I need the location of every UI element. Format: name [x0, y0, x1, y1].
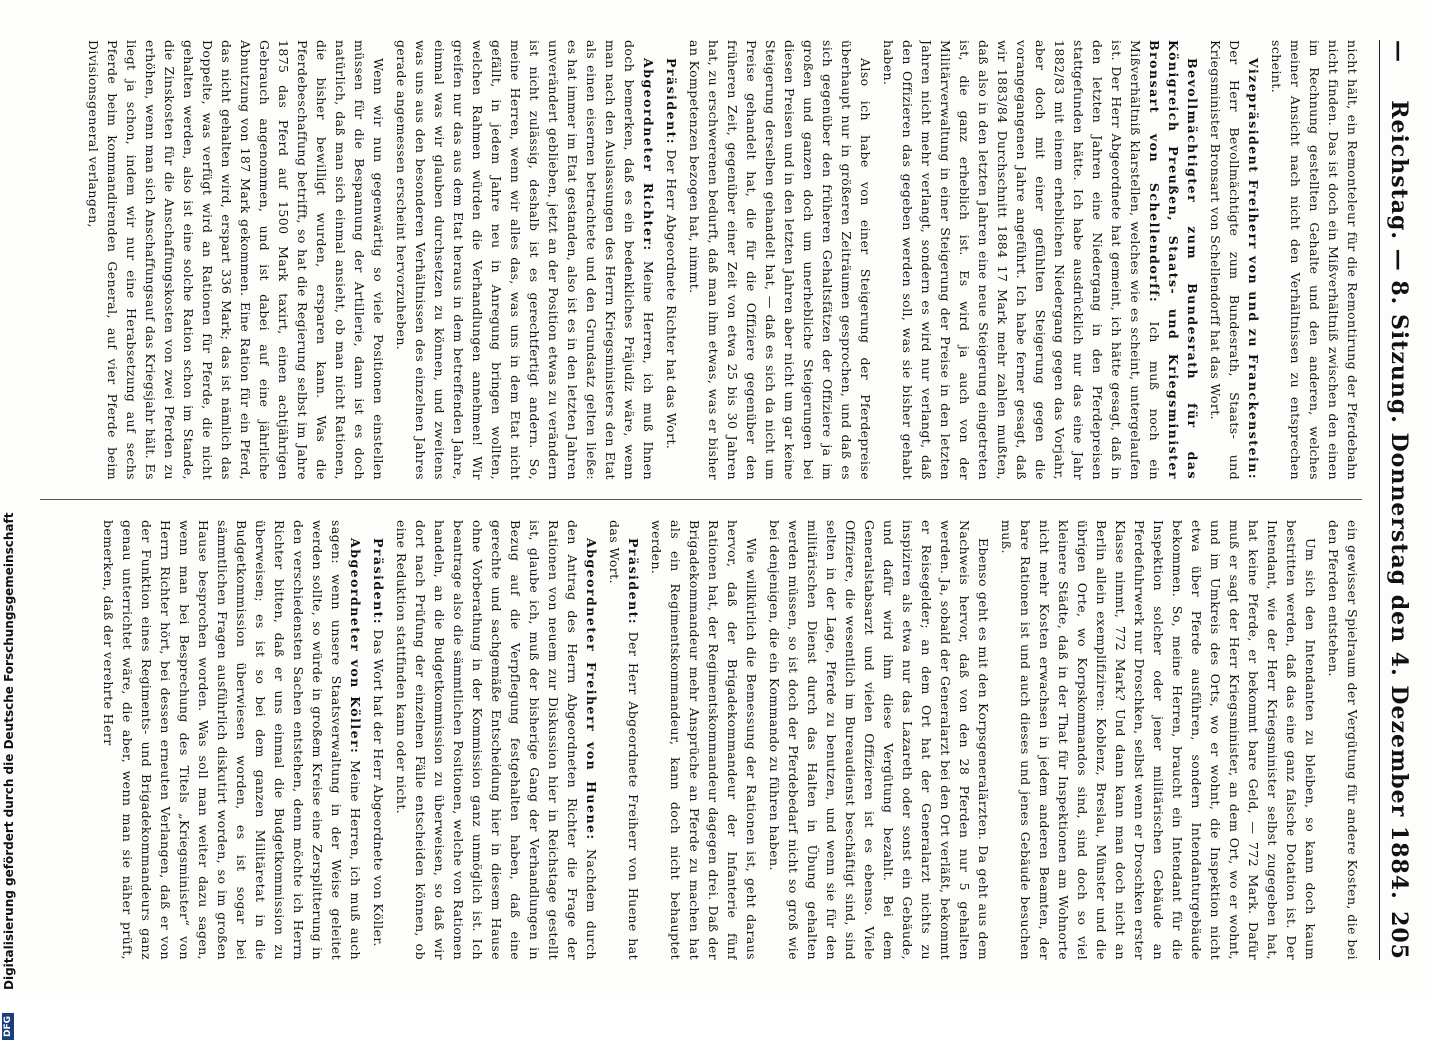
paragraph-text: Also ich habe von einer Steigerung der Pferdepreise überhaupt nur in größeren Zeiträumen gesprochen, und daß es sich gegenüber den früheren Gehaltsfätzen der Offiziere ja im großen und ganzen doch um unerhebliche Steigerungen bei diesen Preisen und in den letzten Jahren aber nicht um gar keine Steigerung derselben gehandelt hat, — daß es sich da nicht um Preise gehandelt hat, die für die Offiziere gegenüber den früheren Zeit, gegenüber einer Zeit von etwa 25 bis 30 Jahren hat, zu erschwerenen bedurft, daß man ihm etwas, was er bisher an Kompetenzen bezogen hat, nimmt. [687, 40, 873, 480]
paragraph-text: Wie willkürlich die Bemessung der Rationen ist, geht daraus hervor, daß der Brigadekommandeur der Infanterie fünf Rationen hat, der Regimentskommandeur dagegen drei. Daß der Brigadekommandeur mehr Ansprüche an Pferde zu machen hat als ein Regimentskommandeur, kann doch nicht behauptet werden. [649, 520, 759, 960]
paragraph-text: ein gewisser Spielraum der Vergütung für andere Kosten, die bei den Pferden entstehen. [1326, 520, 1360, 960]
paragraph [84, 40, 388, 480]
header-title: Reichstag. — 8. Sitzung. Donnerstag den 4. Dezember 1884. [1386, 100, 1412, 900]
speaker-name: Abgeordneter Richter: [641, 58, 656, 252]
paragraph [1206, 40, 1263, 480]
paragraph-text: Ich muß noch ein Mißverhältniß klarstellen, welches wie es scheint, untergelaufen ist. Der Herr Abgeordnete hat gemeint, ich hätte gesagt, daß in den letzten Jahren eine Niedergang in den Pferdepreisen stattgefunden hätte. Ich habe ausdrücklich nur das eine Jahr 1882/83 mit einem erheblichen Niedergang gegen das Vorjahr, aber doch mit einer gefühlten Steigerung gegen die vorangegangenen Jahre angeführt. Ich habe ferner gesagt, daß wir 1883/84 Durchschnitt 1884 17 Mark mehr zahlen mußten, daß also in den letzten Jahren eine neue Steigerung eingetreten ist, die ganz erheblich ist. Es wird ja auch von der Militärverwaltung in einer Steigerung der Preise in den letzten Jahren nicht mehr verlangt, sondern es wird nur verlangt, daß den Offizieren das gegeben werden soll, was sie bisher gehabt haben. [881, 40, 1162, 480]
credit-text: Digitalisierung gefördert durch die Deutsche Forschungsgemeinschaft [2, 512, 16, 990]
paragraph-text: Nachdem durch den Antrag des Herrn Abgeordneten Richter die Frage der Rationen von neuem zur Diskussion hier in Reichstage gestellt ist, glaube ich, muß der bisherige Gang der Verhandlungen in Bezug auf die Verpflegung festgehalten haben, daß eine gerechte und sachgemäße Entscheidung hier in diesem Hause ohne Vorberathung in der Kommission ganz unmöglich ist. Ich beantrage also die sämmtlichen Positionen, welche von Rationen handeln, an die Budgetkommission zu überweisen, so daß wir dort nach Prüfung der einzelnen Fälle entscheiden können, ob eine Reduktion stattfinden kann oder nicht. [394, 520, 599, 960]
paragraph [392, 520, 601, 960]
paragraph [1267, 40, 1362, 480]
speaker-name: Präsident: [664, 58, 679, 146]
speaker-name: Bevollmächtigter zum Bundesrath für das Königreich Preußen, Staats- und Kriegsminister Bronsart von Schellendorff: [1147, 40, 1200, 480]
speaker-name: Vizepräsident Freiherr von und zu Franckenstein: [1246, 58, 1261, 480]
speaker-name: Abgeordneter von Köller: [348, 538, 363, 755]
paragraph [1324, 520, 1362, 960]
page-header [1379, 40, 1414, 960]
paragraph-text: Meine Herren, ich muß Ihnen doch bemerken, daß es ein bedenkliches Präjudiz wäre, wenn man nach den Auslassungen des Herrn Kriegsministers den Etat als einen eisernen betrachtete und den Grundsatz gelten ließe: es hat immer im Etat gestanden, also ist es in den letzten Jahren unverändert geblieben, jetzt an der Position etwas zu verändern ist nicht zulässig, deshalb ist es gerechtfertigt andern. So, meine Herren, wenn wir alles das, was uns in dem Etat nicht gefällt, in jedem Jahre neu in Anregung bringen wollten, welchen Rahmen würden die Verhandlungen annehmen! Wir greifen nur das aus dem Etat heraus in dem betreffenden Jahre, einmal was wir glauben durchsetzen zu können, und zweitens was uns aus den besonderen Verhältnissen des einzelnen Jahres gerade angemessen erscheint hervorzuheben. [394, 40, 656, 480]
speaker-name: Präsident: [371, 538, 386, 626]
paragraph-text: Wenn wir nun gegenwärtig so viele Positionen einstellen müssen für die Bespannung der Artillerie, dann ist es doch natürlich, daß man sich einmal ansieht, ob man nicht Rationen, die bisher bewilligt wurden, ersparen kann. Was die Pferdebeschaffung betrifft, so hat die Regierung selbst im Jahre 1875 das Pferd auf 1500 Mark taxirt, einen achtjährigen Gebrauch angenommen, und ist dabei auf eine jährliche Abnutzung von 187 Mark gekommen. Eine Ration für ein Pferd, das nicht gehalten wird, erspart 336 Mark; das ist nämlich das Doppelte, was verfügt wird an Rationen für Pferde, die nicht gehalten werden, also ist eine solche Ration schon im Stande, die Zinskosten für die Anschaffungskosten von zwei Pferden zu erhöhen, wenn man sich Anschaffungsauf das Kriegsjahr hält. Es liegt ja schon, indem wir nur eine Herabsetzung auf sechs Pferde beim kommandirenden General, auf vier Pferde beim Divisionsgeneral verlangen, [86, 40, 386, 480]
paragraph-text: Um sich den Intendanten zu bleiben, so kann doch kaum bestritten werden, daß das eine ganz falsche Dotation ist. Der Intendant, wie der Herr Kriegsminister selbst zugegeben hat, hat keine Pferde, er bekommt bare Geld, — 772 Mark. Dafür muß er sagt der Herr Kriegsminister, an dem Ort, wo er wohnt, und im Umkreis des Orts, wo er wohnt, die Inspektion nicht etwa über Pferde ausführen, sondern Intendanturgebäude bekommen. So, meine Herren, braucht ein Intendant für die Inspektion solcher oder jener militärischen Gebäude an Pferdefuhrwerk nur Droschken, selbst wenn er Droschken erster Klasse nimmt, 772 Mark? Und dann kann man doch nicht an Berlin allein exemplifiziren: Koblenz, Breslau, Münster und die übrigen Orte, wo Korpskommandos sind, sind doch so viel kleinere Städte, daß in der That für Inspektionen am Wohnorte nicht mehr Kosten erwachsen in jedem anderen Beamten, der bare Rationen ist und auch dieses und jenes Gebäude besuchen muß. [999, 520, 1318, 960]
digitization-credit [0, 0, 20, 1037]
paragraph [685, 40, 875, 480]
paragraph-text: Der Herr Abgeordnete Richter hat das Wort. [664, 149, 679, 450]
paragraph [605, 520, 643, 960]
paragraph-text: Der Herr Bevollmächtigte zum Bundesrath, Staats- und Kriegsminister Bronsart von Schellendorff hat das Wort. [1208, 40, 1242, 480]
paragraph-text: Der Herr Abgeordnete Freiherr von Huene hat das Wort. [607, 520, 641, 960]
header-left-mark: — [1386, 40, 1412, 63]
page-number: 205 [1386, 911, 1412, 960]
paragraph [879, 40, 1202, 480]
paragraph [392, 40, 658, 480]
paragraph-text: Ebenso geht es mit den Korpsgeneralärzten. Da geht aus dem Nachweis hervor, daß von den 28 Pferden nur 5 gehalten werden. Ja, sobald der Generalarzt bei den Ort verläßt, bekommt er Reisegelder; an dem Ort hat der Generalarzt nichts zu inspiziren als etwa nur das Lazareth oder sonst ein Gebäude, und dafür wird ihm diese Vergütung bezahlt. Bei dem Generalstabsarzt und vielen Offizieren ist es ebenso. Viele Offiziere, die wesentlich im Bureaudienst beschäftigt sind, sind selten in der Lage, Pferde zu benutzen, und wenn sie für den militärischen Dienst durch das Halten in Übung gehalten werden müssen, so ist doch der Pferdebedarf nicht so groß wie bei denjenigen, die ein Kommando zu führen haben. [767, 520, 991, 960]
right-column [40, 520, 1362, 960]
paragraph-text: nicht hält, ein Remonteleur für die Remontirung der Pferdebahn nicht finden. Das ist doch ein Mißverhältniß zwischen den einen im Rechnung gestellten Gehalte und den anderen, welches meiner Ansicht nach nicht den Verhältnissen zu entsprechen scheint. [1269, 40, 1360, 480]
speaker-name: Abgeordneter Freiherr von Huene: [584, 538, 599, 841]
paragraph-text: Meine Herren, ich muß auch sagen: wenn unsere Staatsverwaltung in der Weise geleitet werden sollte, so würde in großem Kreise eine Zersplitterung in den verschiedensten Sachen entstehen, denn möchte ich Herrn Richter bitten, daß er uns einmal die Budgetkommission zu überweisen; es ist so bei dem ganzen Militäretat in die Budgetkommission überwiesen worden, es ist sogar bei sämmtlichen Fragen ausführlich diskutirt worden, so im großen Hause besprochen worden. Was soll man weiter dazu sagen, wenn man bei Besprechung des Titels „Kriegsminister“ von Herrn Richter hört, bei dessen erneuten Verlangen, daß er von der Funktion eines Regiments- und Brigadekommandeurs ganz genau unterrichtet wäre, die aber, wenn man sie näher prüft, bemerken, daß der verehrte Herr [101, 520, 363, 960]
dfg-logo: DFG [2, 1013, 14, 1040]
paragraph [369, 520, 388, 960]
paragraph-text: Das Wort hat der Herr Abgeordnete von Köller. [371, 629, 386, 947]
paragraph [99, 520, 365, 960]
paragraph [662, 40, 681, 480]
paragraph [647, 520, 761, 960]
paragraph [997, 520, 1320, 960]
paragraph [765, 520, 993, 960]
speaker-name: Präsident: [626, 538, 641, 626]
column-divider [40, 499, 1362, 500]
left-column [40, 40, 1362, 480]
